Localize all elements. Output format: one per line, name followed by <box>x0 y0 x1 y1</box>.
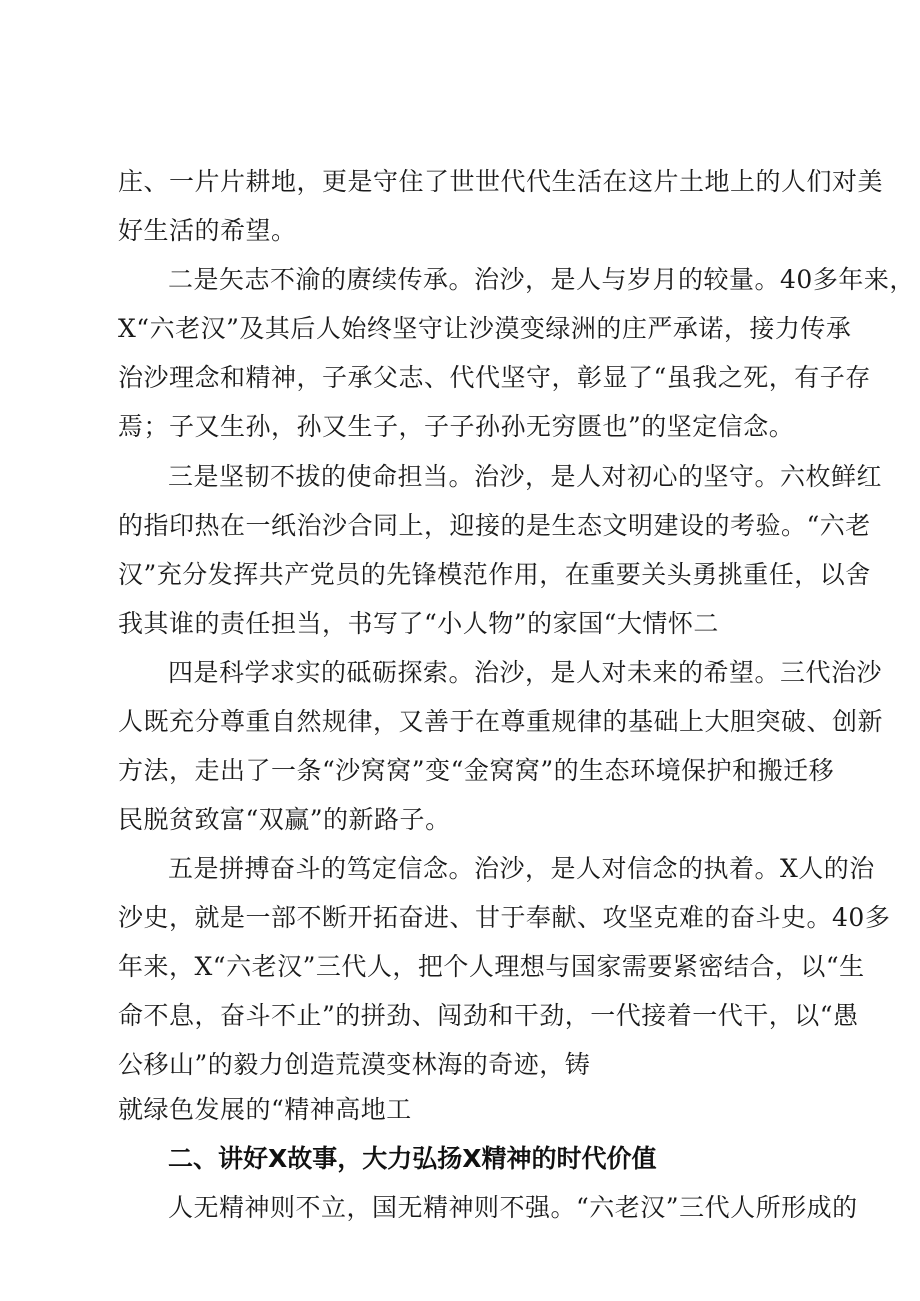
para2-line-1: 二是矢志不渝的赓续传承。治沙，是人与岁月的较量。40多年来， <box>168 265 915 294</box>
para6-line-1: 人无精神则不立，国无精神则不强。“六老汉”三代人所形成的 <box>168 1193 858 1222</box>
section-heading-2: 二、讲好X故事，大力弘扬X精神的时代价值 <box>168 1144 657 1173</box>
para2-line-3: 治沙理念和精神，子承父志、代代坚守，彰显了“虽我之死，有子存 <box>118 363 871 392</box>
para5-line-5: 公移山”的毅力创造荒漠变林海的奇迹，铸 <box>118 1050 591 1079</box>
para1-line-1: 庄、一片片耕地，更是守住了世世代代生活在这片土地上的人们对美 <box>118 167 884 196</box>
para3-line-1: 三是坚韧不拔的使命担当。治沙，是人对初心的坚守。六枚鲜红 <box>168 462 883 491</box>
para5-line-3: 年来，X“六老汉”三代人，把个人理想与国家需要紧密结合，以“生 <box>118 952 865 981</box>
para4-line-1: 四是科学求实的砥砺探索。治沙，是人对未来的希望。三代治沙 <box>168 658 883 687</box>
para3-line-3: 汉”充分发挥共产党员的先锋模范作用，在重要关头勇挑重任，以舍 <box>118 560 871 589</box>
para2-line-2: X“六老汉”及其后人始终坚守让沙漠变绿洲的庄严承诺，接力传承 <box>118 314 852 343</box>
para4-line-2: 人既充分尊重自然规律，又善于在尊重规律的基础上大胆突破、创新 <box>118 707 884 736</box>
para4-line-4: 民脱贫致富“双赢”的新路子。 <box>118 805 451 834</box>
para1-line-2: 好生活的希望。 <box>118 216 297 245</box>
para5-line-6: 就绿色发展的“精神高地工 <box>118 1095 412 1124</box>
para4-line-3: 方法，走出了一条“沙窝窝”变“金窝窝”的生态环境保护和搬迁移 <box>118 756 835 785</box>
para5-line-1: 五是拼搏奋斗的笃定信念。治沙，是人对信念的执着。X人的治 <box>168 854 875 883</box>
para2-line-4: 焉；子又生孙，孙又生子，子子孙孙无穷匮也”的坚定信念。 <box>118 412 795 441</box>
para5-line-4: 命不息，奋斗不止”的拼劲、闯劲和干劲，一代接着一代干，以“愚 <box>118 1001 859 1030</box>
para3-line-2: 的指印热在一纸治沙合同上，迎接的是生态文明建设的考验。“六老 <box>118 511 871 540</box>
para3-line-4: 我其谁的责任担当，书写了“小人物”的家国“大情怀二 <box>118 609 719 638</box>
para5-line-2: 沙史，就是一部不断开拓奋进、甘于奉献、攻坚克难的奋斗史。40多 <box>118 903 891 932</box>
